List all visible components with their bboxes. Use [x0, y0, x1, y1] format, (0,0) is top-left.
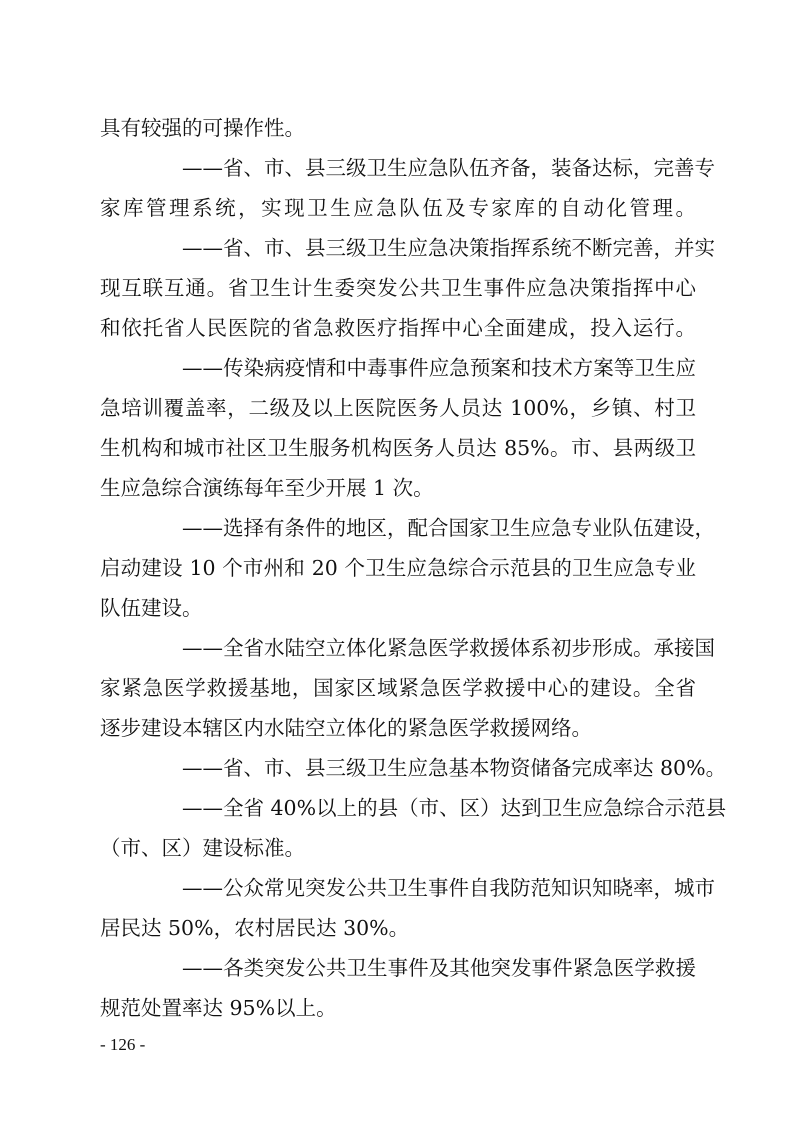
text-line: ——各类突发公共卫生事件及其他突发事件紧急医学救援 — [182, 956, 696, 980]
text-line: ——传染病疫情和中毒事件应急预案和技术方案等卫生应 — [182, 356, 696, 380]
text-line: 和依托省人民医院的省急救医疗指挥中心全面建成，投入运行。 — [100, 316, 696, 340]
text-line: 家库管理系统，实现卫生应急队伍及专家库的自动化管理。 — [100, 196, 696, 220]
text-line: 家紧急医学救援基地，国家区域紧急医学救援中心的建设。全省 — [100, 676, 696, 700]
text-line: ——省、市、县三级卫生应急决策指挥系统不断完善，并实 — [182, 236, 715, 260]
page-number: - 126 - — [100, 1035, 146, 1054]
text-line: ——公众常见突发公共卫生事件自我防范知识知晓率，城市 — [182, 876, 715, 900]
text-line: 生机构和城市社区卫生服务机构医务人员达 85%。市、县两级卫 — [100, 436, 696, 460]
text-line: 规范处置率达 95%以上。 — [100, 996, 337, 1020]
text-line: （市、区）建设标准。 — [100, 836, 305, 860]
text-line: 启动建设 10 个市州和 20 个卫生应急综合示范县的卫生应急专业 — [100, 556, 696, 580]
text-line: 急培训覆盖率，二级及以上医院医务人员达 100%，乡镇、村卫 — [100, 396, 696, 420]
text-line: 生应急综合演练每年至少开展 1 次。 — [100, 476, 434, 500]
text-line: ——省、市、县三级卫生应急队伍齐备，装备达标，完善专 — [182, 156, 715, 180]
text-line: ——省、市、县三级卫生应急基本物资储备完成率达 80%。 — [182, 756, 727, 780]
text-line: ——全省水陆空立体化紧急医学救援体系初步形成。承接国 — [182, 636, 715, 660]
document-body — [100, 108, 727, 1028]
text-line: 现互联互通。省卫生计生委突发公共卫生事件应急决策指挥中心 — [100, 276, 696, 300]
text-line: 队伍建设。 — [100, 596, 203, 620]
text-line: 逐步建设本辖区内水陆空立体化的紧急医学救援网络。 — [100, 716, 592, 740]
text-line: 具有较强的可操作性。 — [100, 116, 305, 140]
text-line: ——选择有条件的地区，配合国家卫生应急专业队伍建设， — [182, 516, 715, 540]
text-line: ——全省 40%以上的县（市、区）达到卫生应急综合示范县 — [182, 796, 727, 820]
text-line: 居民达 50%，农村居民达 30%。 — [100, 916, 410, 940]
